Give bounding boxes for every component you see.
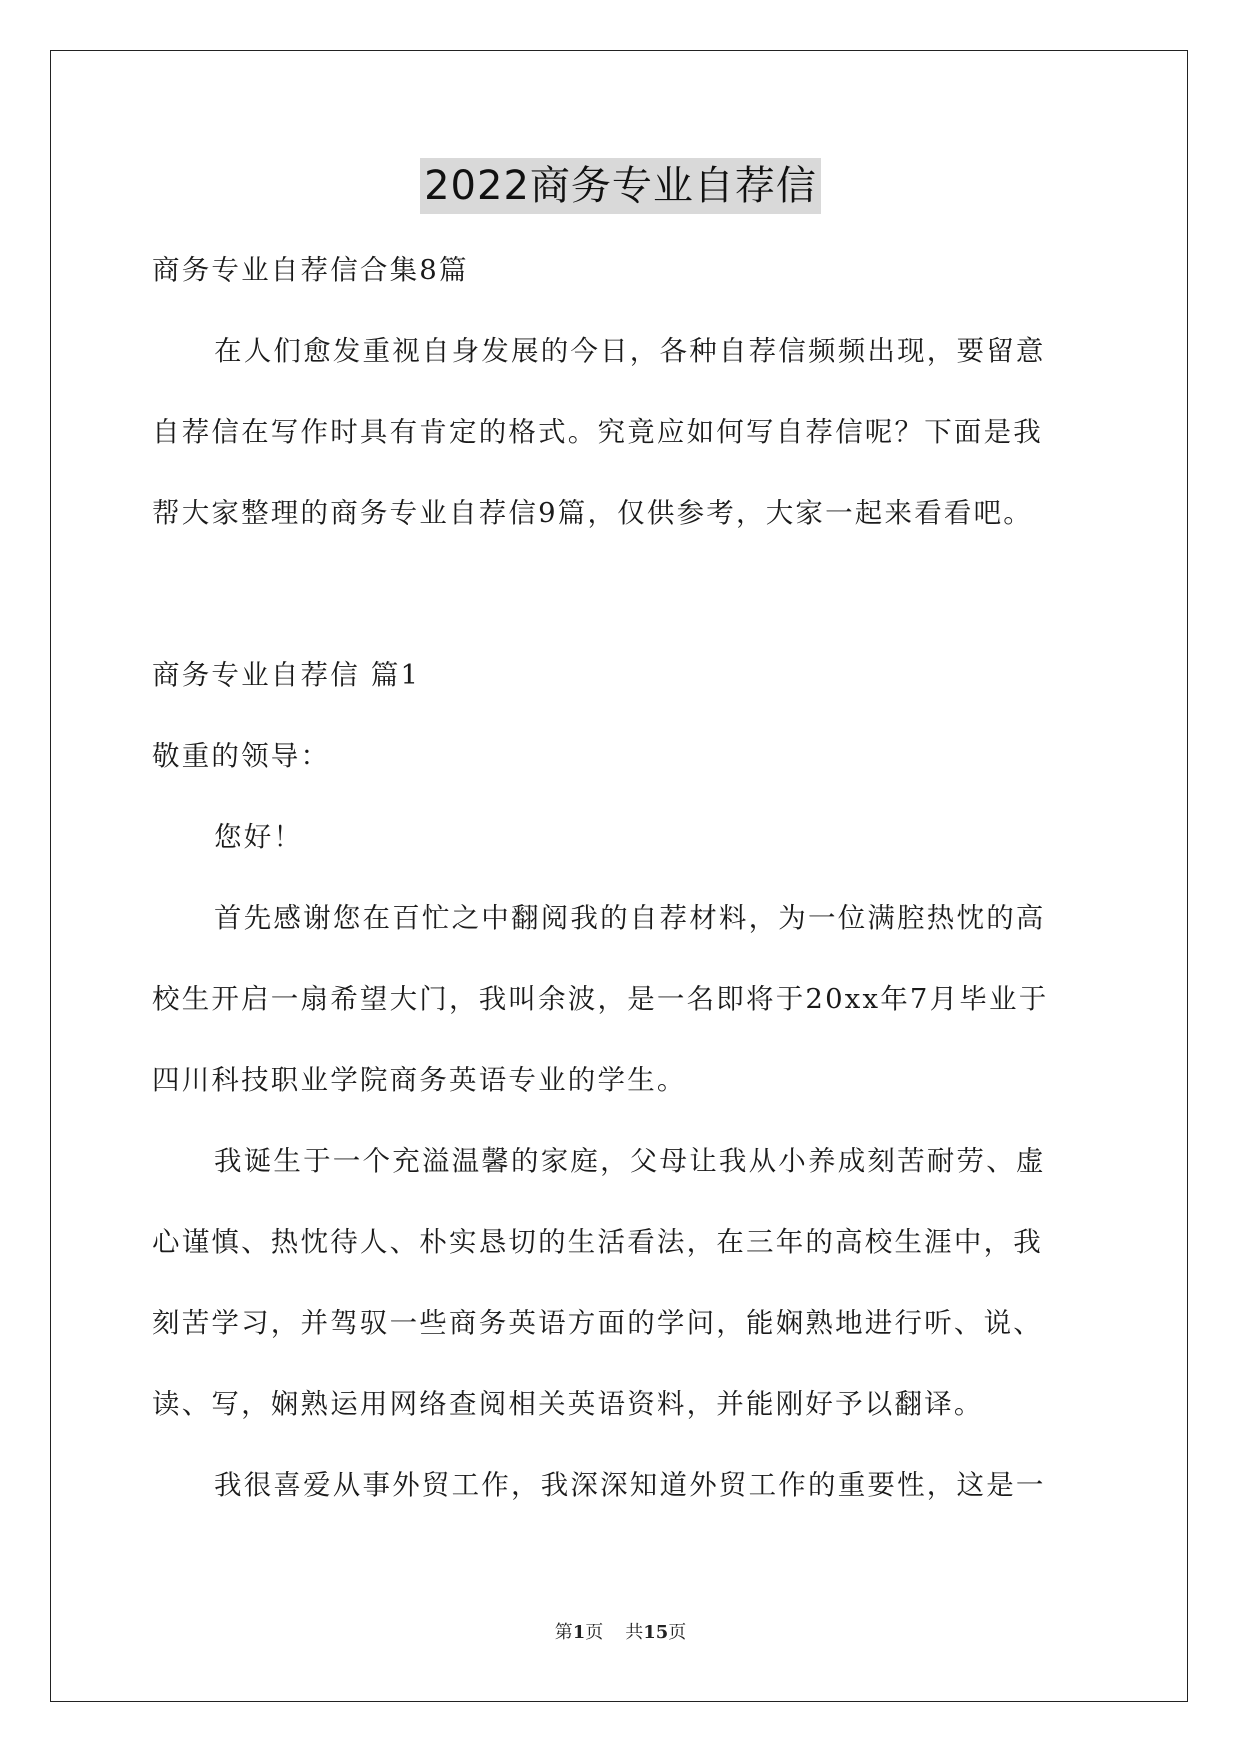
footer-prefix: 第 <box>554 1622 573 1643</box>
salutation: 敬重的领导： <box>152 740 331 772</box>
footer-page-word: 页 <box>585 1622 604 1643</box>
text-line: 刻苦学习，并驾驭一些商务英语方面的学问，能娴熟地进行听、说、 <box>152 1307 1043 1339</box>
text-line: 在人们愈发重视自身发展的今日，各种自荐信频频出现，要留意 <box>214 335 1046 367</box>
total-pages-number: 15 <box>643 1622 669 1643</box>
text-line: 读、写，娴熟运用网络查阅相关英语资料，并能刚好予以翻译。 <box>152 1388 984 1420</box>
text-line: 首先感谢您在百忙之中翻阅我的自荐材料，为一位满腔热忱的高 <box>214 902 1046 934</box>
paragraph-gap <box>152 554 1087 635</box>
text-line: 四川科技职业学院商务英语专业的学生。 <box>152 1064 687 1096</box>
text-line: 校生开启一扇希望大门，我叫余波，是一名即将于20xx年7月毕业于 <box>152 983 1049 1015</box>
text-line: 自荐信在写作时具有肯定的格式。究竟应如何写自荐信呢？下面是我 <box>152 416 1043 448</box>
text-line: 商务专业自荐信合集8篇 <box>152 254 469 286</box>
greeting: 您好！ <box>214 821 304 853</box>
footer-total-suffix: 页 <box>668 1622 687 1643</box>
text-line: 我很喜爱从事外贸工作，我深深知道外贸工作的重要性，这是一 <box>214 1469 1046 1501</box>
document-title: 2022商务专业自荐信 <box>420 158 821 214</box>
page-footer <box>0 1618 1241 1644</box>
title-container <box>0 158 1241 214</box>
text-line: 我诞生于一个充溢温馨的家庭，父母让我从小养成刻苦耐劳、虚 <box>214 1145 1046 1177</box>
current-page-number: 1 <box>572 1622 586 1643</box>
document-body <box>152 230 1087 1526</box>
text-line: 心谨慎、热忱待人、朴实恳切的生活看法，在三年的高校生涯中，我 <box>152 1226 1043 1258</box>
section-heading: 商务专业自荐信 篇1 <box>152 659 421 691</box>
text-line: 帮大家整理的商务专业自荐信9篇，仅供参考，大家一起来看看吧。 <box>152 497 1033 529</box>
footer-total-prefix: 共 <box>625 1622 644 1643</box>
